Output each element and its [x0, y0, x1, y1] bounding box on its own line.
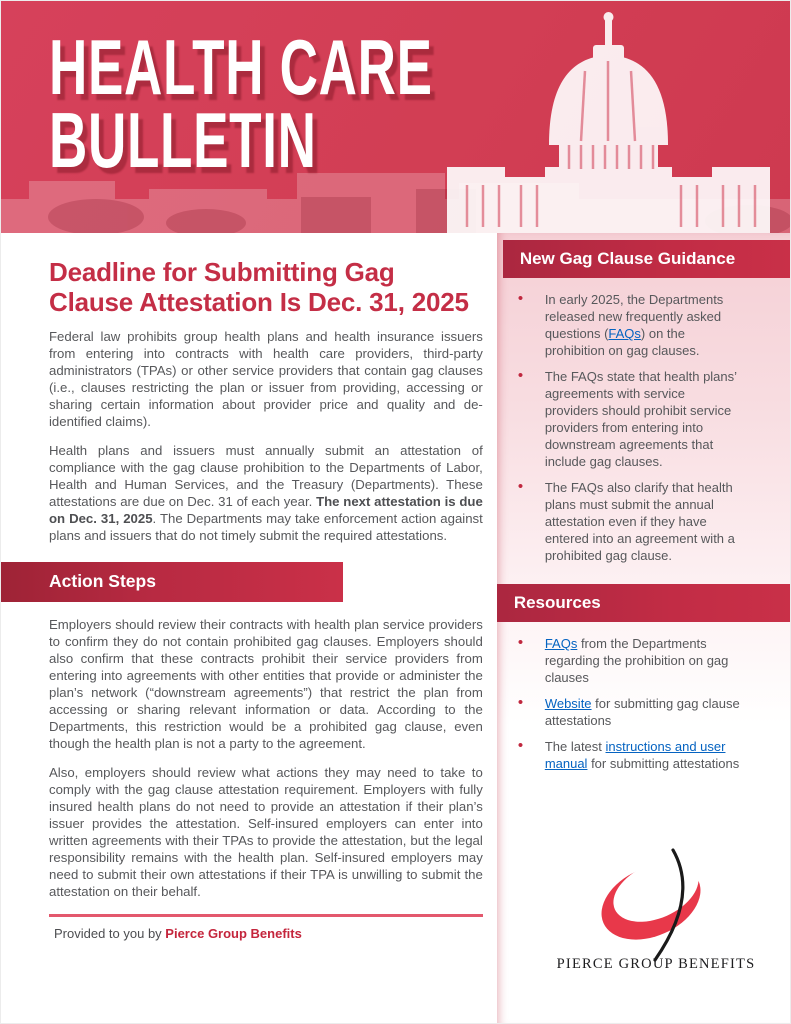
- article-paragraph-4: Also, employers should review what actions they may need to take to comply with the gag clause attestation requirement. Employers with fully insured health plans do not need to provide an attestation if their plan’s issuer provides the attestation. Self-insured employers can enter into written agreements with their TPAs to provide the attestation, but the legal responsibility remains with the health plan. Self-insured employers may need to submit their own attestations if their TPA is unwilling to submit the attestation on their behalf.: [49, 764, 483, 899]
- inline-link[interactable]: FAQs: [544, 636, 578, 651]
- provided-by-line: [49, 926, 483, 941]
- bullet-text: The latest: [544, 739, 606, 754]
- bullet-text: The FAQs also clarify that health plans must submit the annual attestation even if they have entered into an agreement with a prohibited gag clause.: [544, 480, 735, 563]
- bullet-text: In early 2025, the Departments released new frequently asked questions (: [544, 292, 724, 341]
- paragraph-2-text-after: . The Departments may take enforcement action against plans and issuers that do not timely submit the required attestations.: [49, 510, 483, 543]
- bullet-text: for submitting attestations: [587, 756, 740, 771]
- inline-link[interactable]: instructions and user manual: [544, 739, 726, 771]
- resources-section-header: [497, 584, 790, 622]
- provided-by-prefix: Provided to you by: [54, 925, 166, 941]
- pierce-group-logo: [548, 844, 764, 973]
- bulletin-title-line2: BULLETIN: [49, 96, 317, 185]
- bullet-item: [497, 368, 790, 470]
- bullet-item: [497, 291, 790, 359]
- masthead: [1, 1, 790, 233]
- article-paragraph-3: Employers should review their contracts with health plan service providers to confirm they do not contain prohibited gag clauses. Employers should also confirm that these contracts prohibit their service providers from entering into agreements with other entities that provide or administer the plan’s network (“downstream agreements”) that restrict the plan from accessing or sharing relevant information or data. According to the Departments, this restriction would be a prohibited gag clause, even though the health plan is not a party to the agreement.: [49, 616, 483, 751]
- paragraph-2-bold-deadline: The next attestation is due on Dec. 31, 2025: [49, 493, 483, 526]
- resources-section-title: Resources: [513, 593, 601, 612]
- paragraph-2-text: Health plans and issuers must annually submit an attestation of compliance with the gag clause prohibition to the Departments of Labor, Health and Human Services, and the Treasury (Departments). These attestations are due on Dec. 31 of each year.: [49, 442, 483, 509]
- bullet-item: [497, 738, 790, 772]
- bullet-item: [497, 479, 790, 564]
- logo-swoosh-icon: [581, 844, 731, 962]
- article-headline: Deadline for Submitting Gag Clause Attestation Is Dec. 31, 2025: [49, 257, 469, 318]
- content-area: [1, 233, 790, 1024]
- bullet-text: for submitting gag clause attestations: [544, 696, 740, 728]
- guidance-section-title: New Gag Clause Guidance: [519, 249, 736, 268]
- logo-wordmark: PIERCE GROUP BENEFITS: [556, 956, 756, 972]
- guidance-bullet-list: [497, 291, 790, 564]
- article-paragraph-1: Federal law prohibits group health plans and health insurance issuers from entering into contracts with health care providers, third-party administrators (TPAs) or other service providers that contain gag clauses (i.e., clauses restricting the plan or issuer from providing, accessing or sharing certain information about provider price and quality and de-identified claims).: [49, 328, 483, 429]
- bulletin-title: [49, 23, 433, 185]
- provided-by-brand: Pierce Group Benefits: [165, 925, 302, 941]
- bullet-text: from the Departments regarding the prohibition on gag clauses: [544, 636, 729, 685]
- bullet-item: [497, 695, 790, 729]
- inline-link[interactable]: Website: [544, 696, 592, 711]
- action-steps-title: Action Steps: [49, 571, 156, 592]
- article-paragraph-2: [49, 442, 483, 544]
- sidebar: [497, 233, 790, 1024]
- guidance-section-header: [503, 240, 790, 278]
- action-steps-banner: [1, 562, 343, 602]
- resources-bullet-list: [497, 635, 790, 772]
- bulletin-title-line1: HEALTH CARE: [49, 23, 433, 111]
- bullet-item: [497, 635, 790, 686]
- bullet-text: The FAQs state that health plans’ agreements with service providers should prohibit service providers from entering into downstream agreements that include gag clauses.: [544, 369, 737, 469]
- inline-link[interactable]: FAQs: [608, 326, 641, 341]
- main-article: [1, 233, 497, 1024]
- bullet-text: ) on the prohibition on gag clauses.: [544, 326, 700, 358]
- footer-divider: [49, 914, 483, 917]
